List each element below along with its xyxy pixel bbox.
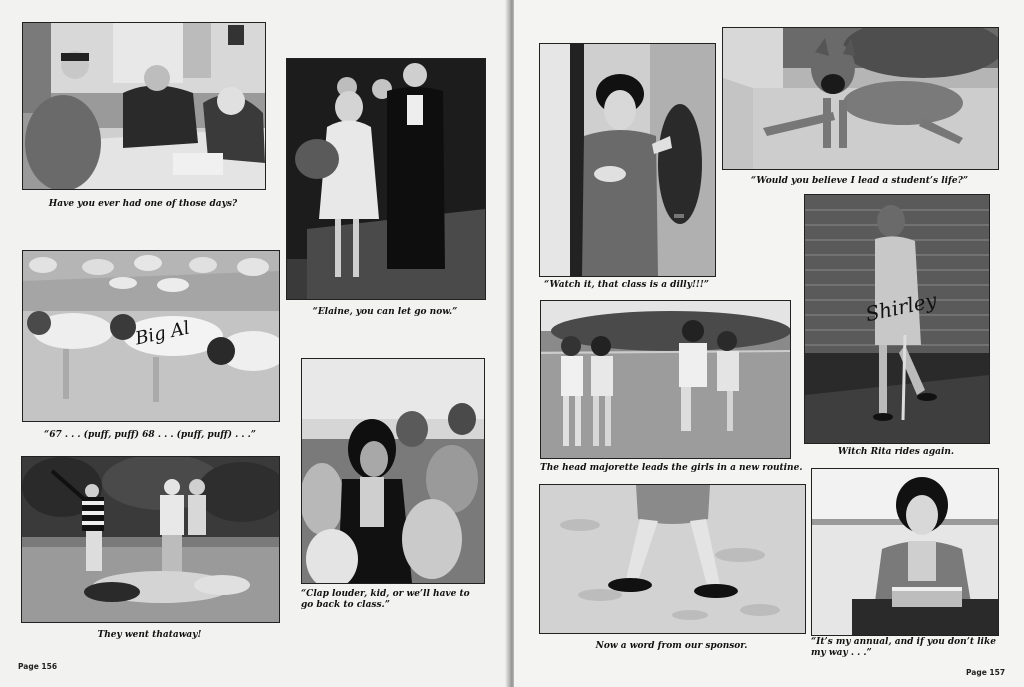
handwritten-signature: Big Al bbox=[133, 317, 192, 350]
photo-majorettes bbox=[540, 300, 791, 459]
caption-homecoming: “Elaine, you can let go now.” bbox=[312, 307, 458, 317]
page-number-right: Page 157 bbox=[966, 668, 1006, 677]
photo-homecoming bbox=[286, 58, 486, 300]
caption-dog: “Would you believe I lead a student’s life?” bbox=[750, 176, 969, 186]
handwritten-signature-broom: Shirley bbox=[863, 287, 939, 327]
photo-sponsor bbox=[539, 484, 806, 634]
caption-sponsor: Now a word from our sponsor. bbox=[595, 641, 748, 651]
caption-broom: Witch Rita rides again. bbox=[837, 447, 955, 457]
page-number-left: Page 156 bbox=[18, 662, 58, 671]
caption-office: Have you ever had one of those days? bbox=[48, 199, 238, 209]
caption-annual: “It’s my annual, and if you don’t like my way . . .” bbox=[811, 637, 996, 658]
photo-dog bbox=[722, 27, 999, 170]
caption-pushups: “67 . . . (puff, puff) 68 . . . (puff, puff) . . .” bbox=[44, 430, 256, 440]
photo-pushups bbox=[22, 250, 280, 422]
photo-office bbox=[22, 22, 266, 190]
photo-broom bbox=[804, 194, 990, 444]
right-page bbox=[514, 0, 1024, 687]
caption-football: They went thataway! bbox=[97, 630, 202, 640]
photo-teacher bbox=[539, 43, 716, 277]
caption-clap: “Clap louder, kid, or we’ll have to go back to class.” bbox=[301, 589, 470, 610]
photo-clap bbox=[301, 358, 485, 584]
photo-annual bbox=[811, 468, 999, 636]
caption-majorettes: The head majorette leads the girls in a new routine. bbox=[540, 463, 803, 473]
left-page bbox=[0, 0, 510, 687]
caption-teacher: “Watch it, that class is a dilly!!!” bbox=[544, 280, 709, 290]
photo-football bbox=[21, 456, 280, 623]
